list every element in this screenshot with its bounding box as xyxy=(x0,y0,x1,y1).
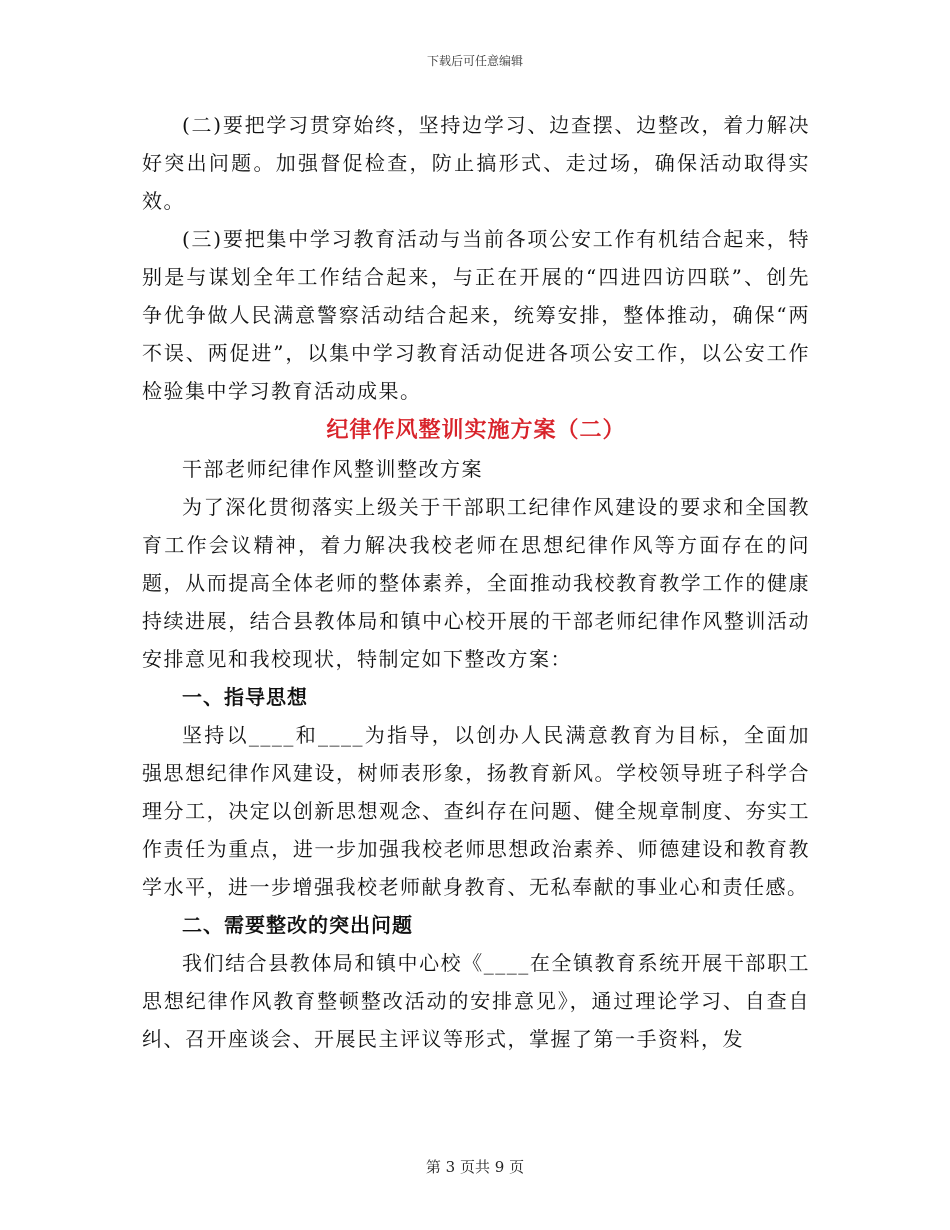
intro-paragraph: 为了深化贯彻落实上级关于干部职工纪律作风建设的要求和全国教育工作会议精神，着力解决我校老师在思想纪律作风等方面存在的问题，从而提高全体老师的整体素养，全面推动我校教育教学工作的健康持续进展，结合县教体局和镇中心校开展的干部老师纪律作风整训活动安排意见和我校现状，特制定如下整改方案： xyxy=(142,495,810,671)
page-footer: 第 3 页共 9 页 xyxy=(425,1158,525,1176)
paragraph-2: (二)要把学习贯穿始终，坚持边学习、边查摆、边整改，着力解决好突出问题。加强督促检查，防止搞形式、走过场，确保活动取得实效。 xyxy=(142,113,810,213)
document-body xyxy=(142,106,810,1058)
paragraph-3: (三)要把集中学习教育活动与当前各项公安工作有机结合起来，特别是与谋划全年工作结合起来，与正在开展的“四进四访四联”、创先争优争做人民满意警察活动结合起来，统筹安排，整体推动，确保“两不误、两促进”，以集中学习教育活动促进各项公安工作，以公安工作检验集中学习教育活动成果。 xyxy=(142,227,810,403)
heading-key-problems: 二、需要整改的突出问题 xyxy=(182,913,413,937)
section-title: 纪律作风整训实施方案（二） xyxy=(326,417,626,443)
page-header: 下载后可任意编辑 xyxy=(426,54,523,68)
key-problems-paragraph: 我们结合县教体局和镇中心校《____在全镇教育系统开展干部职工思想纪律作风教育整顿整改活动的安排意见》，通过理论学习、自查自纠、召开座谈会、开展民主评议等形式，掌握了第一手资料，发 xyxy=(142,951,810,1051)
heading-guiding-ideology: 一、指导思想 xyxy=(182,685,308,709)
guiding-ideology-paragraph: 坚持以____和____为指导，以创办人民满意教育为目标，全面加强思想纪律作风建设，树师表形象，扬教育新风。学校领导班子科学合理分工，决定以创新思想观念、查纠存在问题、健全规章制度、夯实工作责任为重点，进一步加强我校老师思想政治素养、师德建设和教育教学水平，进一步增强我校老师献身教育、无私奉献的事业心和责任感。 xyxy=(142,723,810,899)
document-subtitle: 干部老师纪律作风整训整改方案 xyxy=(182,457,483,481)
